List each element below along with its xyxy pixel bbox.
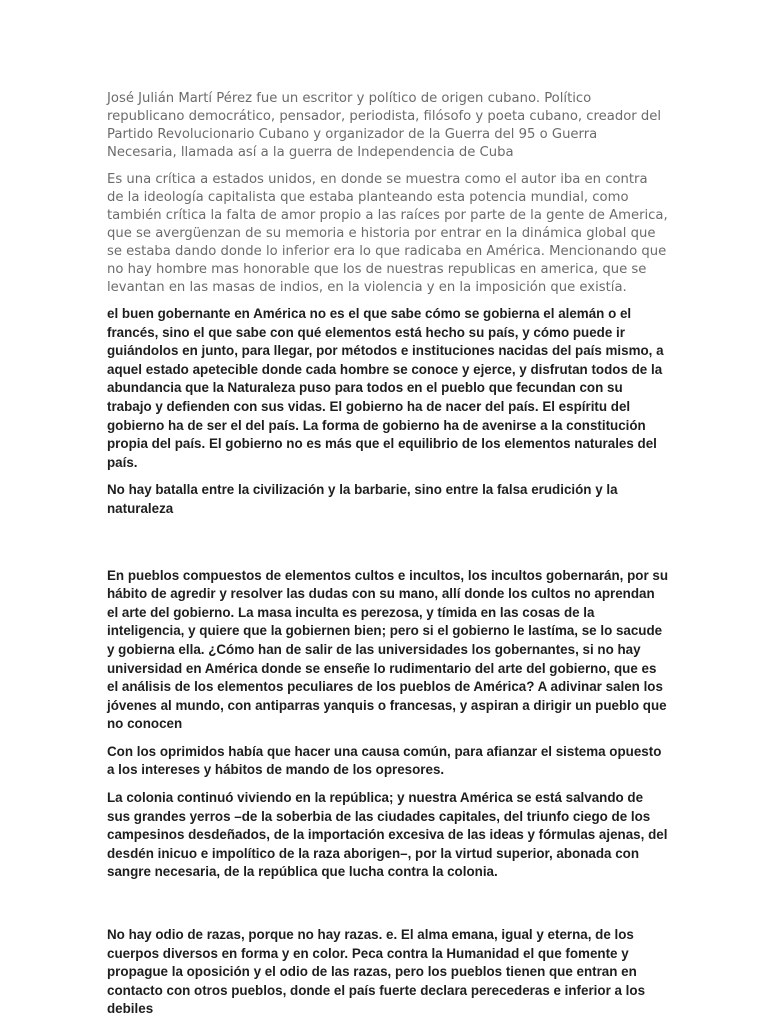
intro-biography-paragraph: José Julián Martí Pérez fue un escritor y político de origen cubano. Político republicano democrático, pensador, periodista, filósofo y poeta cubano, creador del Partido Revolucionario Cubano y organizador de la Guerra del 95 o Guerra Necesaria, llamada así a la guerra de Independencia de Cuba (107, 91, 662, 160)
educated-uneducated-quote-paragraph: En pueblos compuestos de elementos cultos e incultos, los incultos gobernarán, por su hábito de agredir y resolver las dudas con su mano, allí donde los cultos no aprendan el arte del gobierno. La masa inculta es perezosa, y tímida en las cosas de la inteligencia, y quiere que la gobiernen bien; pero si el gobierno le lastíma, se lo sacude y gobierna ella. ¿Cómo han de salir de las universidades los gobernantes, si no hay universidad en América donde se enseñe lo rudimentario del arte del gobierno, que es el análisis de los elementos peculiares de los pueblos de América? A adivinar salen los jóvenes al mundo, con antiparras yanquis o francesas, y aspiran a dirigir un pueblo que no conocen (107, 567, 669, 732)
critique-summary-paragraph: Es una crítica a estados unidos, en donde se muestra como el autor iba en contra de la ideología capitalista que estaba planteando esta potencia mundial, como también crítica la falta de amor propio a las raíces por parte de la gente de America, que se avergüenzan de su memoria e historia por entrar en la dinámica global que se estaba dando donde lo inferior era lo que radicaba en América. Mencionando que no hay hombre mas honorable que los de nuestras republicas en america, que se levantan en las masas de indios, en la violencia y en la imposición que existía. (107, 172, 668, 295)
civilization-barbarism-quote-paragraph: No hay batalla entre la civilización y la barbarie, sino entre la falsa erudición y la naturaleza (107, 482, 618, 516)
oppressed-cause-quote-paragraph: Con los oprimidos había que hacer una causa común, para afianzar el sistema opuesto a los intereses y hábitos de mando de los opresores. (107, 743, 662, 778)
no-races-quote-paragraph: No hay odio de razas, porque no hay razas. e. El alma emana, igual y eterna, de los cuerpos diversos en forma y en color. Peca contra la Humanidad el que fomente y propague la oposición y el odio de las razas, pero los pueblos tienen que entran en contacto con otros pueblos, donde el país fuerte declara perecederas e inferior a los debiles (107, 927, 646, 1017)
good-governor-quote-paragraph: el buen gobernante en América no es el que sabe cómo se gobierna el alemán o el francés, sino el que sabe con qué elementos está hecho su país, y cómo puede ir guiándolos en junto, para llegar, por métodos e instituciones nacidas del país mismo, a aquel estado apetecible donde cada hombre se conoce y ejerce, y disfrutan todos de la abundancia que la Naturaleza puso para todos en el pueblo que fecundan con su trabajo y defienden con sus vidas. El gobierno ha de nacer del país. El espíritu del gobierno ha de ser el del país. La forma de gobierno ha de avenirse a la constitución propia del país. El gobierno no es más que el equilibrio de los elementos naturales del país. (107, 306, 664, 470)
colony-republic-quote-paragraph: La colonia continuó viviendo en la república; y nuestra América se está salvando de sus grandes yerros –de la soberbia de las ciudades capitales, del triunfo ciego de los campesinos desdeñados, de la importación excesiva de las ideas y fórmulas ajenas, del desdén inicuo e impolítico de la raza aborigen–, por la virtud superior, abonada con sangre necesaria, de la república que lucha contra la colonia. (107, 790, 668, 880)
